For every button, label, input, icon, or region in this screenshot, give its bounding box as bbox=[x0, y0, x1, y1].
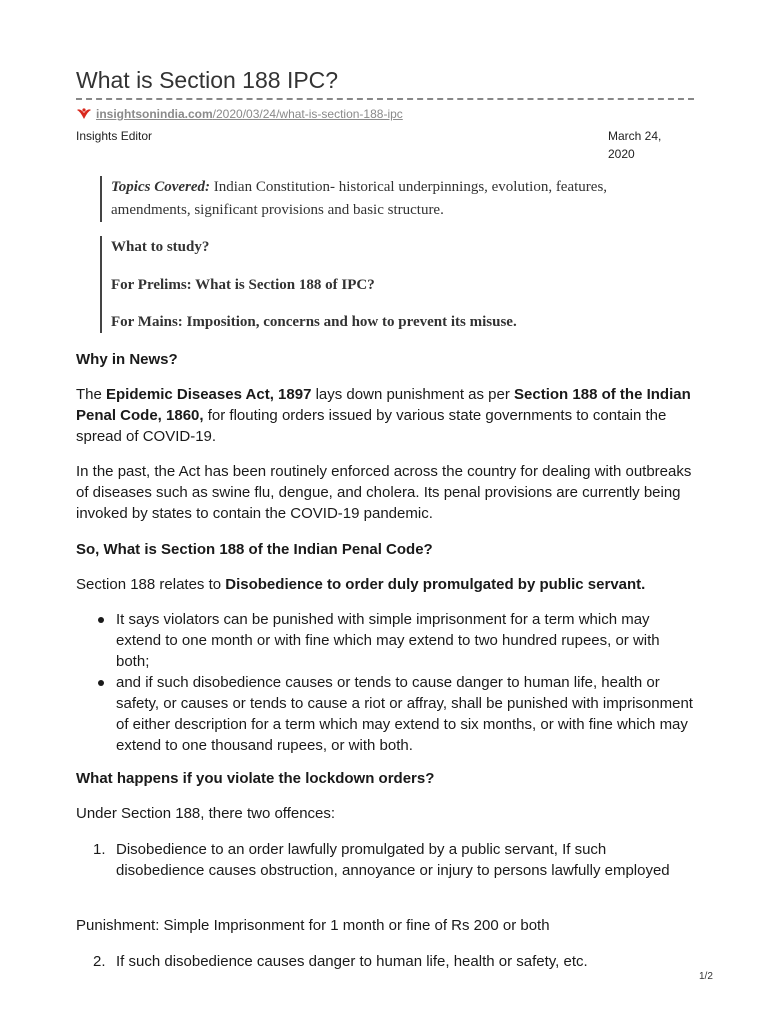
news-paragraph-1: The Epidemic Diseases Act, 1897 lays down punishment as per Section 188 of the Indian Penal Code, 1860, for flouting orders issued by various state governments to contain the spread of COVID-19. bbox=[76, 386, 691, 445]
page-number: 1/2 bbox=[699, 971, 713, 982]
study-quote bbox=[100, 236, 671, 333]
study-mains: For Mains: Imposition, concerns and how to prevent its misuse. bbox=[111, 314, 517, 330]
insights-logo-icon bbox=[76, 107, 92, 121]
offence-item-2 bbox=[76, 951, 694, 972]
lockdown-intro: Under Section 188, there two offences: bbox=[76, 805, 336, 822]
item-number: 2. bbox=[93, 953, 106, 970]
page-title: What is Section 188 IPC? bbox=[76, 67, 339, 93]
source-link[interactable] bbox=[76, 106, 403, 122]
act-name: Epidemic Diseases Act, 1897 bbox=[106, 386, 312, 403]
source-domain[interactable]: insightsonindia.com bbox=[96, 107, 213, 121]
news-paragraph-2: In the past, the Act has been routinely enforced across the country for dealing with outbreaks of diseases such as swine flu, dengue, and cholera. Its penal provisions are currently being invoked by states to contain the COVID-19 pandemic. bbox=[76, 463, 692, 522]
title-divider bbox=[76, 98, 694, 100]
list-item: It says violators can be punished with simple imprisonment for a term which may extend to one month or with fine which may extend to two hundred rupees, or with both; bbox=[76, 609, 694, 672]
offence-item-1 bbox=[76, 839, 694, 881]
section188-bullets bbox=[76, 609, 694, 756]
study-heading: What to study? bbox=[111, 239, 210, 255]
item-text: Disobedience to an order lawfully promulgated by a public servant, If such disobedience causes obstruction, annoyance or injury to persons lawfully employed bbox=[116, 841, 670, 879]
item-text: If such disobedience causes danger to human life, health or safety, etc. bbox=[116, 953, 588, 970]
section188-heading: So, What is Section 188 of the Indian Penal Code? bbox=[76, 541, 433, 558]
section188-intro: Section 188 relates to Disobedience to order duly promulgated by public servant. bbox=[76, 576, 646, 593]
topics-quote bbox=[100, 176, 667, 222]
ipc-section: Section 188 of the Indian Penal Code, 1860, bbox=[76, 386, 691, 424]
source-path[interactable]: /2020/03/24/what-is-section-188-ipc bbox=[212, 107, 403, 121]
author: Insights Editor bbox=[76, 129, 153, 143]
news-heading: Why in News? bbox=[76, 351, 178, 368]
lockdown-heading: What happens if you violate the lockdown orders? bbox=[76, 770, 435, 787]
publish-date: March 24, 2020 bbox=[608, 129, 662, 161]
topics-label: Topics Covered: bbox=[111, 179, 211, 195]
punishment-text: Punishment: Simple Imprisonment for 1 month or fine of Rs 200 or both bbox=[76, 917, 550, 934]
list-item: and if such disobedience causes or tends to cause danger to human life, health or safety, or causes or tends to cause a riot or affray, shall be punished with imprisonment of either description for a term which may extend to six months, or with fine which may extend to one thousand rupees, or with both. bbox=[76, 672, 694, 756]
bullet-icon bbox=[98, 680, 104, 686]
study-prelims: For Prelims: What is Section 188 of IPC? bbox=[111, 276, 375, 293]
bullet-icon bbox=[98, 617, 104, 623]
topics-text: Indian Constitution- historical underpinnings, evolution, features, amendments, significant provisions and basic structure. bbox=[111, 179, 608, 218]
item-number: 1. bbox=[93, 841, 106, 858]
section188-definition: Disobedience to order duly promulgated by public servant. bbox=[225, 576, 646, 593]
